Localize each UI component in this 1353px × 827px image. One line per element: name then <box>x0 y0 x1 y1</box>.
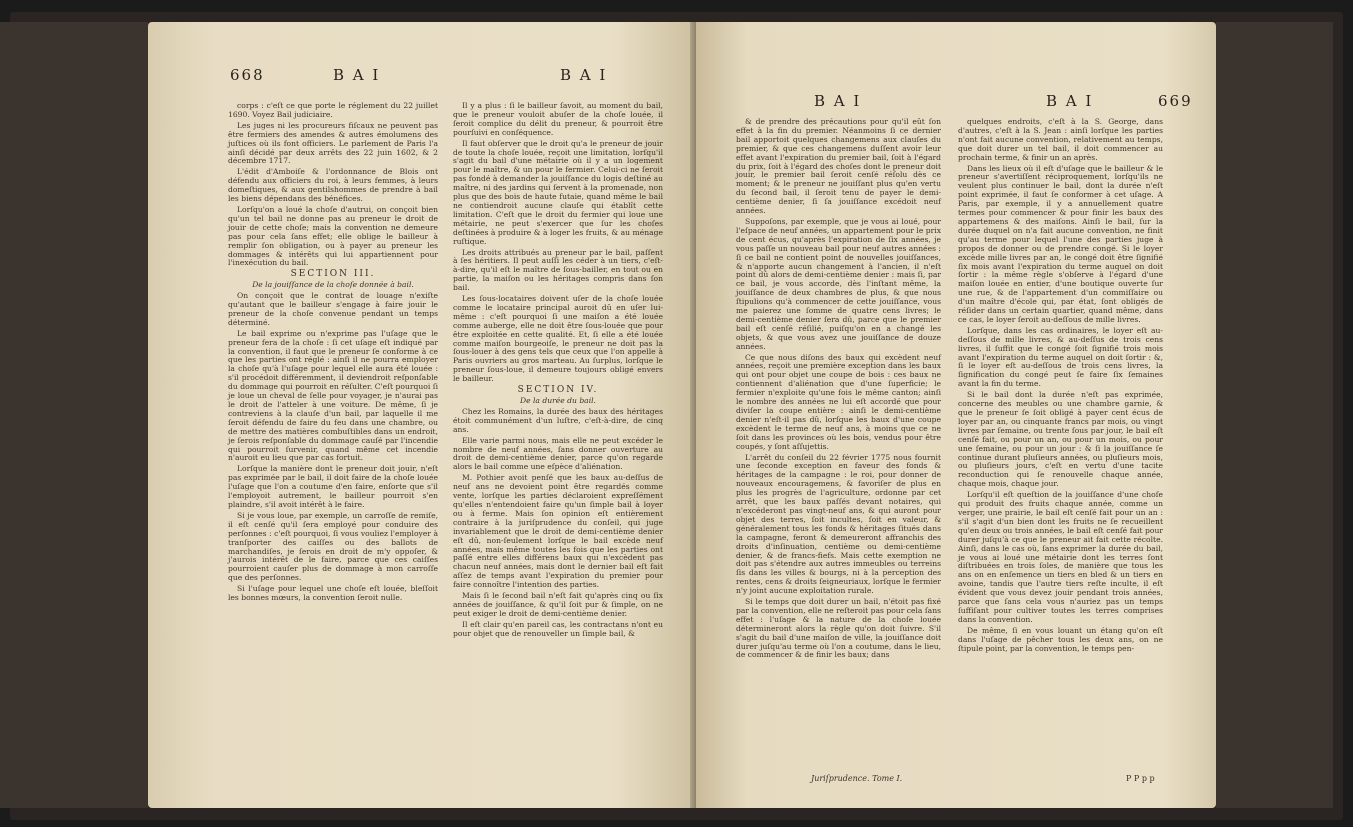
paragraph: Lorſqu'on a loué la choſe d'autrui, on conçoit bien qu'un tel bail ne donne pas au preneur le droit de jouir de cette choſe; mais la convention ne demeure pas pour cela ſans effet; elle oblige le bailleur à remplir ſon obligation, ou à payer au preneur les dommages & intérêts qui lui appartiennent pour l'inexécution du bail. <box>228 204 438 268</box>
running-head-right-col2: B A I <box>1046 92 1094 110</box>
paragraph: L'arrêt du conſeil du 22 février 1775 nous fournit une ſeconde exception en faveur des fonds & héritages de la campagne : le roi, pour donner de nouveaux encouragemens, & favoriſer de plus en plus les progrès de l'agriculture, ordonne par cet arrêt, que les baux paſſés devant notaires, qui n'excéderont pas vingt-neuf ans, & qui auront pour objet des terres, ſoit incultes, ſoit en valeur, & généralement tous les fonds & héritages ſitués dans la campagne, feront & demeureront affranchis des droits d'inſinuation, centième ou demi-centième denier, & de francs-fiefs. Mais cette exemption ne doit pas s'étendre aux autres immeubles ou terreins ſis dans les villes & bourgs, ni à la perception des rentes, cens & droits ſeigneuriaux, lorſque le fermier n'y joint aucune exploitation rurale. <box>736 452 941 596</box>
paragraph: Il faut obſerver que le droit qu'a le preneur de jouir de toute la choſe louée, reçoit une limitation, lorſqu'il s'agit du bail d'une métairie où il y a un logement pour le maître, & un pour le fermier. Celui-ci ne ſeroit pas fondé à demander la jouiſſance du logis deſtiné au maître, ni des jardins qui ſervent à la promenade, non plus que des bois de haute futaie, quand même le bail ne contiendroit aucune clauſe qui établît cette limitation. C'eſt que le droit du fermier qui loue une métairie, ne peut s'exercer que ſur les choſes deſtinées à produire & à loger les fruits, & au ménage ruſtique. <box>453 138 663 246</box>
paragraph: Ce que nous diſons des baux qui excèdent neuf années, reçoit une première exception dans les baux qui ont pour objet une coupe de bois : ces baux ne contiennent d'aliénation que d'une ſuperficie; le fermier n'exploite qu'une fois le même canton; ainſi le nombre des années ne lui eſt accordé que pour diviſer la coupe entière : ainſi le demi-centième denier n'eſt-il pas dû, lorſque les baux d'une coupe excèdent le terme de neuf ans, à moins que ce ne ſoit dans les provinces où les bois, vendus pour être coupés, y ſont aſſujettis. <box>736 352 941 451</box>
paragraph: Si l'uſage pour lequel une choſe eſt louée, bleſſoit les bonnes mœurs, la convention ſeroit nulle. <box>228 584 438 603</box>
paragraph: Les droits attribués au preneur par le bail, paſſent à ſes héritiers. Il peut auſſi les céder à un tiers, c'eſt-à-dire, qu'il eſt le maître de ſous-bailler, en tout ou en partie, la maiſon ou les héritages compris dans ſon bail. <box>453 247 663 293</box>
paragraph: Dans les lieux où il eſt d'uſage que le bailleur & le preneur s'avertiſſent réciproquement, lorſqu'ils ne veulent plus continuer le bail, dont la durée n'eſt point exprimée, il faut ſe conformer à cet uſage. A Paris, par exemple, il y a annuellement quatre termes pour commencer & pour finir les baux des appartemens & des maiſons. Ainſi le bail, ſur la durée duquel on n'a fait aucune convention, ne finit qu'au terme pour lequel l'une des parties juge à propos de donner ou de prendre congé. Si le loyer excède mille livres par an, le congé doit être ſignifié ſix mois avant l'expiration du terme auquel on doit ſortir : la même règle s'obſerve à l'égard d'une maiſon louée en entier, d'une boutique ouverte ſur une rue, & de l'appartement d'un commiſſaire ou d'un maître d'école qui, par état, ſont obligés de réſider dans un certain quartier, quand même, dans ce cas, le loyer ſeroit au-deſſous de mille livres. <box>958 163 1163 324</box>
paragraph: On conçoit que le contrat de louage n'exiſte qu'autant que le bailleur s'engage à faire jouir le preneur de la choſe convenue pendant un temps déterminé. <box>228 291 438 327</box>
left-page <box>148 22 696 808</box>
paragraph: M. Pothier avoit penſé que les baux au-deſſus de neuf ans ne devoient point être regardés comme vente, lorſque les parties déclaroient expreſſément qu'elles n'entendoient faire qu'un ſimple bail à loyer ou à ferme. Mais ſon opinion eſt entièrement contraire à la juriſprudence du conſeil, qui juge invariablement que le droit de demi-centième denier eſt dû, non-ſeulement lorſque le bail excède neuf années, mais même toutes les fois que les parties ont paſſé entre elles différens baux qui n'excèdent pas chacun neuf années, mais dont le dernier bail eſt fait aſſez de temps avant l'expiration du premier pour faire connoître l'intention des parties. <box>453 473 663 590</box>
section-subtitle: De la jouiſſance de la choſe donnée à bail. <box>252 280 414 290</box>
running-head-right-col1: B A I <box>814 92 862 110</box>
right-page-edge <box>1216 22 1333 808</box>
paragraph: L'édit d'Amboiſe & l'ordonnance de Blois ont défendu aux officiers du roi, à leurs femmes, à leurs domeſtiques, & aux gentilshommes de prendre à bail les biens dépendans des bénéfices. <box>228 167 438 204</box>
paragraph: Il y a plus : ſi le bailleur ſavoit, au moment du bail, que le preneur vouloit abuſer de la choſe louée, il ſeroit complice du délit du preneur, & pourroit être pourſuivi en conſéquence. <box>453 101 663 137</box>
page-number-right: 669 <box>1158 92 1193 110</box>
section-heading: SECTION III. <box>290 269 376 280</box>
paragraph: Lorſqu'il eſt queſtion de la jouiſſance d'une choſe qui produit des fruits chaque année, comme un verger, une prairie, le bail eſt cenſé fait pour un an : s'il s'agit d'un bien dont les fruits ne ſe recueillent qu'en deux ou trois années, le bail eſt cenſé fait pour durer juſqu'à ce que le preneur ait fait cette récolte. Ainſi, dans le cas où, ſans exprimer la durée du bail, je vous ai loué une métairie dont les terres ſont diſtribuées en trois ſoles, de manière que tous les ans on en enſemence un tiers en bled & un tiers en avoine, tandis que l'autre tiers reſte inculte, il eſt évident que vous devez jouir pendant trois années, parce que ſans cela vous n'auriez pas un temps ſuffiſant pour cultiver toutes les terres comprises dans la convention. <box>958 490 1163 624</box>
running-head-left-col1: B A I <box>333 66 381 84</box>
page-footer: Juriſprudence. Tome I. <box>811 774 903 783</box>
paragraph: corps : c'eſt ce que porte le réglement du 22 juillet 1690. Voyez Bail judiciaire. <box>228 101 438 119</box>
paragraph: Le bail exprime ou n'exprime pas l'uſage que le preneur fera de la choſe : ſi cet uſage eſt indiqué par la convention, il faut que le preneur ſe conforme à ce que les parties ont réglé : ainſi il ne pourra employer la choſe qu'à l'uſage pour lequel elle aura été louée : s'il procédoit différemment, il deviendroit reſponſable du dommage qui pourroit en réſulter. C'eſt pourquoi ſi je loue un cheval de ſelle pour voyager, je n'aurai pas le droit de l'atteler à une voiture. De même, ſi je contreviens à la clauſe d'un bail, par laquelle il me ſeroit défendu de faire du feu dans une chambre, ou de mettre des matières combuſtibles dans un endroit, je ſerois reſponſable du dommage cauſé par l'incendie qui pourroit ſurvenir, quand même cet incendie n'auroit eu lieu que par cas fortuit. <box>228 328 438 463</box>
paragraph: De même, ſi en vous louant un étang qu'on eſt dans l'uſage de pêcher tous les deux ans, on ne ſtipule point, par la convention, le temps pen- <box>958 625 1163 653</box>
right-page <box>696 22 1216 808</box>
section-heading: SECTION IV. <box>517 385 599 396</box>
right-column-2 <box>958 118 1163 655</box>
paragraph: Il eſt clair qu'en pareil cas, les contractans n'ont eu pour objet que de renouveller un ſimple bail, & <box>453 619 663 638</box>
paragraph: Si je vous loue, par exemple, un carroſſe de remiſe, il eſt cenſé qu'il ſera employé pour conduire des perſonnes : c'eſt pourquoi, ſi vous vouliez l'employer à tranſporter des caiſſes ou des ballots de marchandiſes, je ſerois en droit de m'y oppoſer, & j'aurois intérêt de le faire, parce que ces caiſſes pourroient cauſer plus de dommage à mon carroſſe que des perſonnes. <box>228 510 438 583</box>
page-number-left: 668 <box>230 66 265 84</box>
section-subtitle: De la durée du bail. <box>520 396 596 405</box>
paragraph: Lorſque la manière dont le preneur doit jouir, n'eſt pas exprimée par le bail, il doit faire de la choſe louée l'uſage que l'on a coutume d'en faire, enſorte que s'il l'employoit autrement, le bailleur pourroit s'en plaindre, s'il avoit intérêt à le faire. <box>228 464 438 509</box>
paragraph: Les ſous-locataires doivent uſer de la choſe louée comme le locataire principal auroit dû en uſer lui-même : c'eſt pourquoi ſi une maiſon a été louée comme auberge, elle ne doit être ſous-louée que pour être exploitée en cette qualité. Et, ſi elle a été louée comme maiſon bourgeoiſe, le preneur ne doit pas la ſous-louer à des gens tels que ceux que l'on appelle à Paris ouvriers au gros marteau. Au ſurplus, lorſque le preneur ſous-loue, il demeure toujours obligé envers le bailleur. <box>453 294 663 384</box>
paragraph: Mais ſi le ſecond bail n'eſt fait qu'après cinq ou ſix années de jouiſſance, & qu'il ſoit pur & ſimple, on ne peut exiger le droit de demi-centième denier. <box>453 591 663 618</box>
paragraph: Les juges ni les procureurs fiſcaux ne peuvent pas être fermiers des amendes & autres émolumens des juſtices où ils font officiers. Le parlement de Paris l'a ainſi décidé par deux arrêts des 22 juin 1602, & 2 décembre 1717. <box>228 120 438 166</box>
left-page-edge <box>0 22 148 808</box>
left-column-2 <box>453 102 663 641</box>
paragraph: Lorſque, dans les cas ordinaires, le loyer eſt au-deſſous de mille livres, & au-deſſus de trois cens livres, il ſuffit que le congé ſoit ſignifié trois mois avant l'expiration du terme auquel on doit ſortir : &, ſi le loyer eſt au-deſſous de trois cens livres, la ſignification du congé peut ſe faire ſix ſemaines avant la fin du terme. <box>958 325 1163 389</box>
right-column-1 <box>736 118 941 662</box>
paragraph: Si le temps que doit durer un bail, n'étoit pas fixé par la convention, elle ne reſteroit pas pour cela ſans effet : l'uſage & la nature de la choſe louée détermineront alors la règle qu'on doit ſuivre. S'il s'agit du bail d'une maiſon de ville, la jouiſſance doit durer juſqu'au terme où l'on a coutume, dans le lieu, de commencer & de finir les baux; dans <box>736 597 941 660</box>
paragraph: Elle varie parmi nous, mais elle ne peut excéder le nombre de neuf années, ſans donner ouverture au droit de demi-centième denier, parce qu'on regarde alors le bail comme une eſpèce d'aliénation. <box>453 435 663 472</box>
paragraph: quelques endroits, c'eſt à la S. George, dans d'autres, c'eſt à la S. Jean : ainſi lorſque les parties n'ont fait aucune convention, relativement au temps, que doit durer un tel bail, il doit commencer au prochain terme, & finir un an après. <box>958 117 1163 162</box>
running-head-left-col2: B A I <box>560 66 608 84</box>
paragraph: Chez les Romains, la durée des baux des héritages étoit communément d'un luſtre, c'eſt-à-dire, de cinq ans. <box>453 406 663 434</box>
left-column-1 <box>228 102 438 605</box>
signature-mark: P P p p <box>1126 774 1155 783</box>
paragraph: & de prendre des précautions pour qu'il eût ſon effet à la fin du premier. Néanmoins ſi ce dernier bail apportoit quelques changemens aux clauſes du premier, & que ces changemens duſſent avoir leur effet avant l'expiration du premier bail, ſoit à l'égard du prix, ſoit à l'égard des choſes dont le preneur doit jouir, le premier bail ſeroit cenſé réſolu dès ce moment; & le preneur ne jouiſſant plus qu'en vertu du ſecond bail, il ſeroit tenu de payer le demi-centième denier, ſi ſa jouiſſance excédoit neuf années. <box>736 117 941 216</box>
paragraph: Suppoſons, par exemple, que je vous ai loué, pour l'eſpace de neuf années, un appartement pour le prix de cent écus, qu'après l'expiration de ſix années, je vous paſſe un nouveau bail pour neuf autres années : ſi ce bail ne contient point de nouvelles jouiſſances, & n'apporte aucun changement à l'ancien, il n'eſt point dû alors de demi-centième denier : mais ſi, par ce bail, je vous accorde, dès l'inſtant même, la jouiſſance de deux chambres de plus, & que nous ſtipulions qu'à commencer de cette jouiſſance, vous me paierez une ſomme de quatre cens livres; le demi-centième denier ſera dû, parce que le premier bail eſt cenſé réſilié, puiſqu'on en a changé les objets, & que vous avez une jouiſſance de douze années. <box>736 216 941 351</box>
paragraph: Si le bail dont la durée n'eſt pas exprimée, concerne des meubles ou une chambre garnie, & que le preneur ſe ſoit obligé à payer cent écus de loyer par an, ou cinquante francs par mois, ou vingt livres par ſemaine, ou trente ſous par jour, le bail eſt cenſé fait, ou pour un an, ou pour un mois, ou pour une ſemaine, ou pour un jour : & ſi la jouiſſance ſe continue durant pluſieurs années, ou pluſieurs mois, ou pluſieurs jours, c'eſt en vertu d'une tacite reconduction qui ſe renouvelle chaque année, chaque mois, chaque jour. <box>958 390 1163 489</box>
